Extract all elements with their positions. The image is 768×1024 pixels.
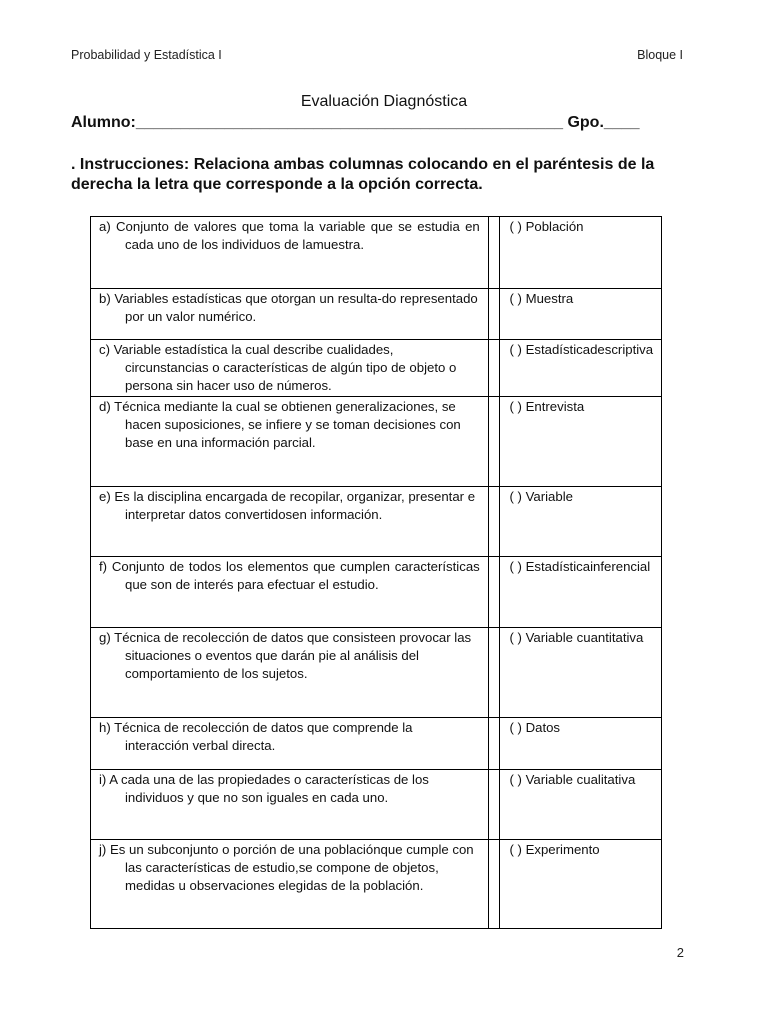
row-statement-cell [91,770,489,840]
option-cell [500,487,662,557]
option-variable-cuantitativa: ( ) Variable cuantitativa [509,630,644,645]
statement-g: g) Técnica de recolección de datos que consisteen provocar las situaciones o eventos que darán pie al análisis del comportamiento de los sujetos. [99,630,472,681]
header-block: Bloque I [637,48,683,62]
row-statement-cell [91,487,489,557]
table-row [91,340,662,397]
spacer-cell [488,340,500,397]
row-statement-cell [91,397,489,487]
spacer-cell [488,217,500,289]
spacer-cell [488,628,500,718]
student-name-line: Alumno:________________________________________________ Gpo.____ [71,114,640,131]
header-course: Probabilidad y Estadística I [71,48,222,62]
table-row [91,397,662,487]
table-row [91,557,662,628]
statement-d: d) Técnica mediante la cual se obtienen generalizaciones, se hacen suposiciones, se infiere y se toman decisiones con base en una información parcial. [99,399,461,450]
statement-c: c) Variable estadística la cual describe cualidades, circunstancias o características de algún tipo de objeto o persona sin hacer uso de números. [99,342,457,393]
matching-table [90,216,662,929]
row-statement-cell [91,840,489,929]
statement-h: h) Técnica de recolección de datos que comprende la interacción verbal directa. [99,720,413,753]
page-title: Evaluación Diagnóstica [300,93,468,110]
option-entrevista: ( ) Entrevista [509,399,585,414]
row-statement-cell [91,217,489,289]
option-estadistica-inferencial: ( ) Estadísticainferencial [509,559,651,574]
table-row [91,628,662,718]
option-cell [500,770,662,840]
table-row [91,289,662,340]
statement-b: b) Variables estadísticas que otorgan un resulta-do representado por un valor numérico. [99,291,478,324]
spacer-cell [488,557,500,628]
table-row [91,718,662,770]
option-cell [500,840,662,929]
spacer-cell [488,397,500,487]
row-statement-cell [91,557,489,628]
statement-f: f) Conjunto de todos los elementos que cumplen características que son de interés para efectuar el estudio. [99,559,480,592]
option-muestra: ( ) Muestra [509,291,574,306]
option-cell [500,289,662,340]
spacer-cell [488,770,500,840]
table-row [91,487,662,557]
option-experimento: ( ) Experimento [509,842,600,857]
spacer-cell [488,487,500,557]
statement-j: j) Es un subconjunto o porción de una poblaciónque cumple con las características de estudio,se compone de objetos, medidas u observaciones elegidas de la población. [99,842,474,893]
instructions: . Instrucciones: Relaciona ambas columnas colocando en el paréntesis de la derecha la letra que corresponde a la opción correcta. [71,156,655,193]
option-variable: ( ) Variable [509,489,573,504]
spacer-cell [488,840,500,929]
statement-e: e) Es la disciplina encargada de recopilar, organizar, presentar e interpretar datos convertidosen información. [99,489,476,522]
statement-i: i) A cada una de las propiedades o características de los individuos y que no son iguales en cada uno. [99,772,429,805]
row-statement-cell [91,718,489,770]
option-cell [500,628,662,718]
option-estadistica-descriptiva: ( ) Estadísticadescriptiva [509,342,654,357]
option-cell [500,397,662,487]
option-cell [500,718,662,770]
spacer-cell [488,289,500,340]
option-poblacion: ( ) Población [509,219,584,234]
option-variable-cualitativa: ( ) Variable cualitativa [509,772,636,787]
row-statement-cell [91,289,489,340]
table-row [91,770,662,840]
table-row [91,217,662,289]
option-cell [500,217,662,289]
option-datos: ( ) Datos [509,720,561,735]
option-cell [500,557,662,628]
row-statement-cell [91,340,489,397]
row-statement-cell [91,628,489,718]
spacer-cell [488,718,500,770]
table-row [91,840,662,929]
statement-a: a) Conjunto de valores que toma la variable que se estudia en cada uno de los individuos de lamuestra. [99,219,480,252]
option-cell [500,340,662,397]
page-number: 2 [676,945,684,960]
